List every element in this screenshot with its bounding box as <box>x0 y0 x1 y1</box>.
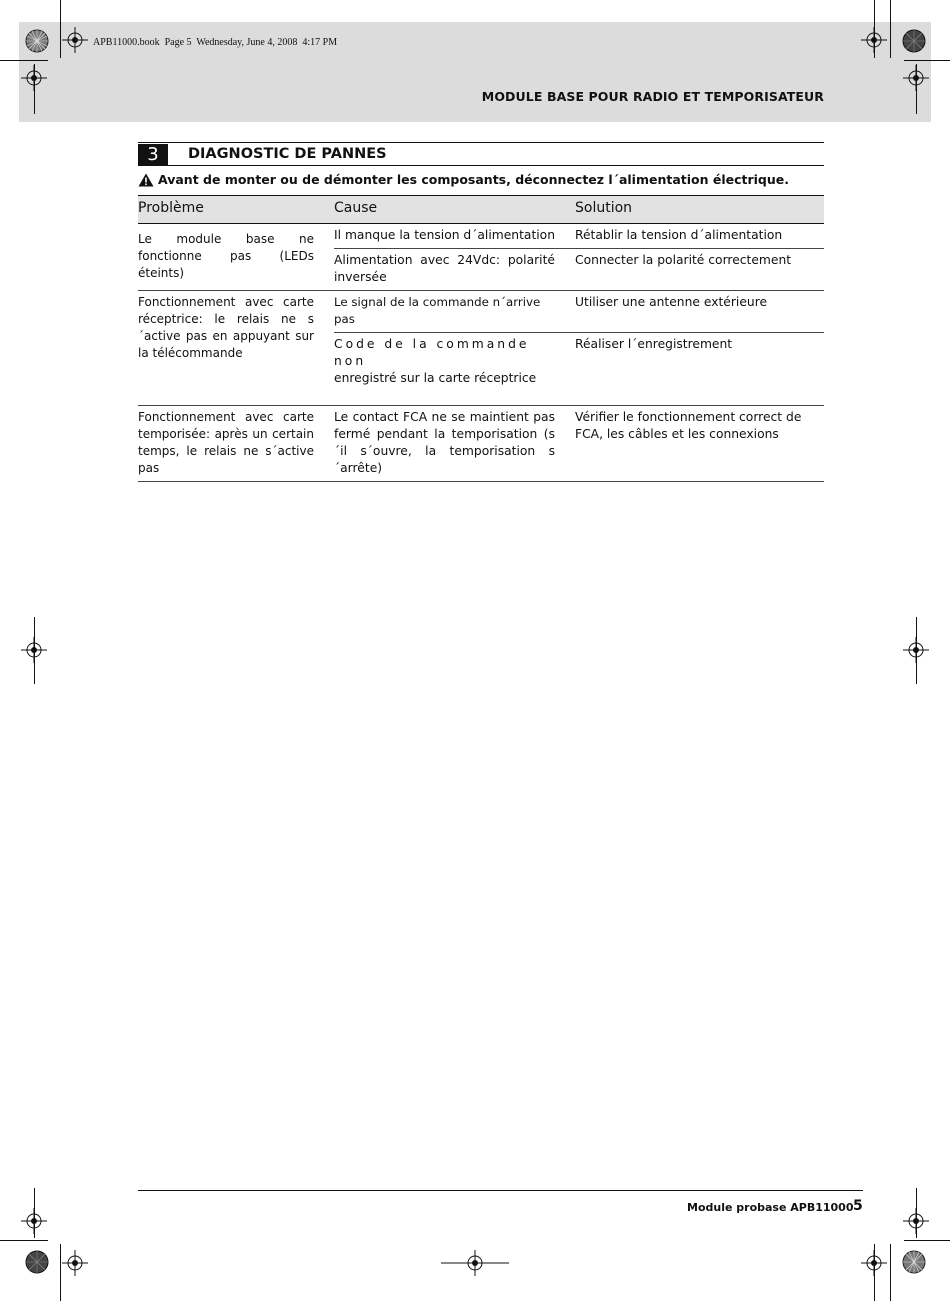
starburst-mark-icon <box>25 29 49 53</box>
registration-target-icon <box>903 637 929 663</box>
registration-target-icon <box>861 1250 887 1276</box>
cause-cell <box>334 333 575 406</box>
page-number: 5 <box>853 1198 863 1214</box>
registration-target-icon <box>441 1250 509 1276</box>
header-cause: Cause <box>334 196 575 224</box>
table-header-row <box>138 196 824 224</box>
warning-notice <box>138 172 824 187</box>
solution-cell: Réaliser l´enregistrement <box>575 333 824 406</box>
registration-target-icon <box>62 1250 88 1276</box>
cause-cell: Il manque la tension d´alimentation <box>334 224 575 249</box>
cause-cell: Alimentation avec 24Vdc: polarité inversée <box>334 249 575 291</box>
table-row <box>138 291 824 333</box>
section-heading <box>138 142 824 166</box>
solution-cell: Connecter la polarité correctement <box>575 249 824 291</box>
troubleshooting-table <box>138 195 824 482</box>
header-problem: Problème <box>138 196 334 224</box>
section-title: DIAGNOSTIC DE PANNES <box>188 146 387 162</box>
registration-target-icon <box>861 27 887 53</box>
cause-text-line-1: Code de la commande non <box>334 337 530 368</box>
warning-triangle-icon <box>138 173 154 187</box>
solution-cell: Rétablir la tension d´alimentation <box>575 224 824 249</box>
registration-target-icon <box>21 1208 47 1234</box>
warning-text: Avant de monter ou de démonter les composants, déconnectez l´alimentation électrique. <box>158 172 790 187</box>
table-row <box>138 406 824 482</box>
problem-cell: Le module base ne fonctionne pas (LEDs éteints) <box>138 224 334 291</box>
registration-target-icon <box>21 637 47 663</box>
problem-cell: Fonctionnement avec carte réceptrice: le relais ne s´active pas en appuyant sur la télécommande <box>138 291 334 406</box>
starburst-mark-icon <box>25 1250 49 1274</box>
starburst-mark-icon <box>902 29 926 53</box>
problem-cell: Fonctionnement avec carte temporisée: après un certain temps, le relais ne s´active pas <box>138 406 334 482</box>
registration-target-icon <box>21 65 47 91</box>
registration-target-icon <box>62 27 88 53</box>
solution-cell: Vérifier le fonctionnement correct de FCA, les câbles et les connexions <box>575 406 824 482</box>
print-info: APB11000.book Page 5 Wednesday, June 4, 2008 4:17 PM <box>93 37 338 48</box>
header-solution: Solution <box>575 196 824 224</box>
cause-cell: Le contact FCA ne se maintient pas fermé pendant la temporisation (s´il s´ouvre, la temporisation s´arrête) <box>334 406 575 482</box>
solution-cell: Utiliser une antenne extérieure <box>575 291 824 333</box>
cause-cell: Le signal de la commande n´arrive pas <box>334 291 575 333</box>
running-head: MODULE BASE POUR RADIO ET TEMPORISATEUR <box>481 89 824 104</box>
starburst-mark-icon <box>902 1250 926 1274</box>
table-row <box>138 224 824 249</box>
registration-target-icon <box>903 65 929 91</box>
section-number: 3 <box>138 144 168 165</box>
registration-target-icon <box>903 1208 929 1234</box>
cause-text-line-2: enregistré sur la carte réceptrice <box>334 371 537 385</box>
footer-rule <box>138 1190 863 1191</box>
footer-title: Module probase APB11000 <box>687 1201 854 1214</box>
